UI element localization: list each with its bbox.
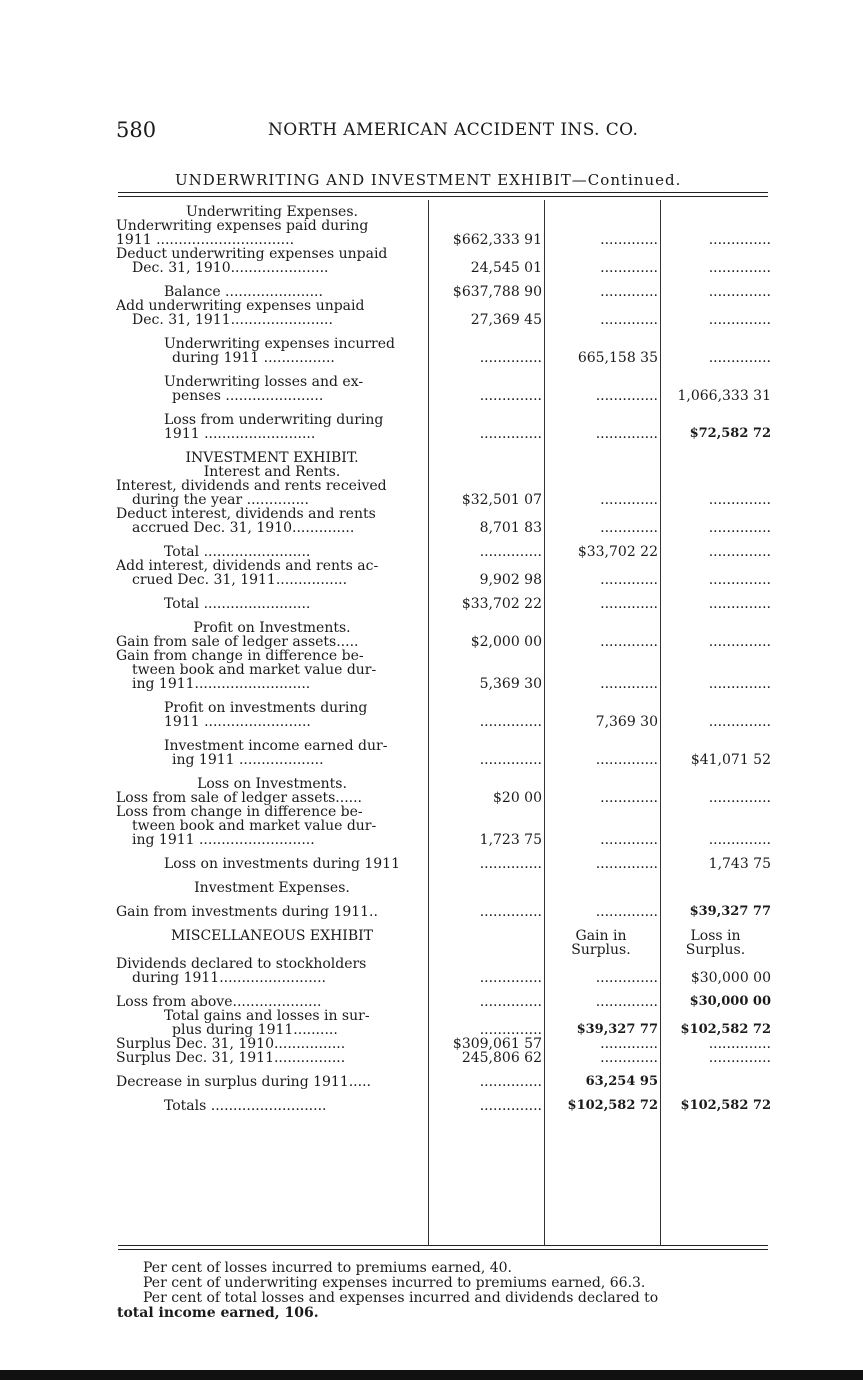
table-row	[116, 715, 773, 729]
table-row	[116, 791, 773, 805]
row-label: Gain from investments during 1911..	[116, 905, 378, 919]
table-row	[116, 313, 773, 327]
amount-cell-3: $39,327 77	[689, 905, 771, 919]
row-label: crued Dec. 31, 1911................	[132, 573, 348, 587]
table-row	[116, 739, 773, 753]
table-row	[116, 559, 773, 573]
row-label: penses ......................	[172, 389, 324, 403]
table-row	[116, 493, 773, 507]
row-label: during 1911........................	[132, 971, 327, 985]
footer-line: total income earned, 106.	[117, 1305, 319, 1321]
table-row	[116, 427, 773, 441]
row-label: Dec. 31, 1911.......................	[132, 313, 333, 327]
table-row	[116, 881, 773, 895]
amount-cell-2: .............	[600, 791, 658, 805]
amount-cell-1: ..............	[479, 971, 542, 985]
amount-cell-3: ..............	[708, 493, 771, 507]
table-row	[116, 621, 773, 635]
amount-cell-3: ..............	[708, 261, 771, 275]
amount-cell-2: .............	[600, 573, 658, 587]
company-name: NORTH AMERICAN ACCIDENT INS. CO.	[268, 120, 639, 140]
table-row	[116, 545, 773, 559]
amount-cell-3: ..............	[708, 597, 771, 611]
table-row	[116, 905, 773, 919]
row-label: Loss from change in difference be-	[116, 805, 363, 819]
amount-cell-2: $39,327 77	[576, 1023, 658, 1037]
row-label: Loss on Investments.	[197, 777, 347, 791]
table-row	[116, 413, 773, 427]
table-row	[116, 943, 773, 957]
amount-cell-1: ..............	[479, 1023, 542, 1037]
amount-cell-1: 245,806 62	[461, 1051, 542, 1065]
row-label: Add interest, dividends and rents ac-	[116, 559, 379, 573]
row-spacer	[116, 691, 773, 701]
amount-cell-3: ..............	[708, 1051, 771, 1065]
table-row	[116, 1075, 773, 1089]
row-label: ing 1911 ..........................	[132, 833, 315, 847]
table-row	[116, 507, 773, 521]
row-label: plus during 1911..........	[172, 1023, 338, 1037]
table-row	[116, 285, 773, 299]
table-row	[116, 649, 773, 663]
table-row	[116, 635, 773, 649]
table-row	[116, 479, 773, 493]
amount-cell-1: ..............	[479, 1075, 542, 1089]
amount-cell-3: 1,066,333 31	[677, 389, 771, 403]
row-label: Underwriting Expenses.	[186, 205, 358, 219]
amount-cell-3: $41,071 52	[690, 753, 771, 767]
amount-cell-3: ..............	[708, 677, 771, 691]
table-row	[116, 299, 773, 313]
amount-cell-2: .............	[600, 1037, 658, 1051]
amount-cell-2: .............	[600, 677, 658, 691]
amount-cell-3: ..............	[708, 573, 771, 587]
amount-cell-2: .............	[600, 635, 658, 649]
table-row	[116, 753, 773, 767]
table-row	[116, 1051, 773, 1065]
row-label: MISCELLANEOUS EXHIBIT	[171, 929, 373, 943]
footer-notes	[117, 1260, 783, 1321]
table-row	[116, 389, 773, 403]
amount-cell-3: $72,582 72	[689, 427, 771, 441]
amount-cell-1: $2,000 00	[470, 635, 542, 649]
amount-cell-1: 9,902 98	[479, 573, 542, 587]
amount-cell-2: .............	[600, 285, 658, 299]
row-spacer	[116, 1089, 773, 1099]
row-label: INVESTMENT EXHIBIT.	[185, 451, 359, 465]
row-spacer	[116, 535, 773, 545]
table-row	[116, 819, 773, 833]
amount-cell-2: .............	[600, 233, 658, 247]
row-spacer	[116, 275, 773, 285]
row-spacer	[116, 985, 773, 995]
row-label: Underwriting expenses paid during	[116, 219, 369, 233]
amount-cell-3: Surplus.	[685, 943, 746, 957]
row-label: Loss from sale of ledger assets......	[116, 791, 363, 805]
table-row	[116, 957, 773, 971]
amount-cell-2: .............	[600, 521, 658, 535]
amount-cell-3: ..............	[708, 545, 771, 559]
table-row	[116, 247, 773, 261]
table-row	[116, 805, 773, 819]
table-row	[116, 929, 773, 943]
amount-cell-2: .............	[600, 1051, 658, 1065]
row-label: Surplus Dec. 31, 1910................	[116, 1037, 346, 1051]
row-spacer	[116, 1065, 773, 1075]
footer-line: Per cent of losses incurred to premiums earned, 40.	[143, 1260, 513, 1276]
row-label: Gain from sale of ledger assets.....	[116, 635, 359, 649]
table-row	[116, 219, 773, 233]
amount-cell-2: ..............	[595, 389, 658, 403]
amount-cell-1: $637,788 90	[452, 285, 542, 299]
amount-cell-2: 665,158 35	[577, 351, 658, 365]
table-row	[116, 261, 773, 275]
row-label: Profit on investments during	[164, 701, 368, 715]
amount-cell-1: ..............	[479, 995, 542, 1009]
table-row	[116, 451, 773, 465]
amount-cell-2: 63,254 95	[585, 1075, 658, 1089]
amount-cell-2: $102,582 72	[567, 1099, 658, 1113]
table-row	[116, 1037, 773, 1051]
amount-cell-3: ..............	[708, 351, 771, 365]
amount-cell-1: ..............	[479, 857, 542, 871]
table-row	[116, 971, 773, 985]
row-label: Dividends declared to stockholders	[116, 957, 367, 971]
footer-line: Per cent of underwriting expenses incurred to premiums earned, 66.3.	[143, 1275, 646, 1291]
amount-cell-2: .............	[600, 493, 658, 507]
row-label: 1911 ........................	[164, 715, 311, 729]
row-label: Deduct interest, dividends and rents	[116, 507, 376, 521]
amount-cell-1: $32,501 07	[461, 493, 542, 507]
amount-cell-2: $33,702 22	[577, 545, 658, 559]
row-label: ing 1911..........................	[132, 677, 311, 691]
table-row	[116, 205, 773, 219]
table-row	[116, 337, 773, 351]
table-row	[116, 1009, 773, 1023]
table-row	[116, 701, 773, 715]
row-label: 1911 ...............................	[116, 233, 295, 247]
amount-cell-1: $662,333 91	[452, 233, 542, 247]
table-row	[116, 833, 773, 847]
row-label: Interest and Rents.	[203, 465, 341, 479]
row-label: Underwriting expenses incurred	[164, 337, 395, 351]
amount-cell-3: Loss in	[690, 929, 741, 943]
amount-cell-2: .............	[600, 833, 658, 847]
amount-cell-1: ..............	[479, 545, 542, 559]
row-label: Investment income earned dur-	[164, 739, 388, 753]
bottom-double-rule	[118, 1245, 768, 1250]
table-row	[116, 677, 773, 691]
amount-cell-2: ..............	[595, 427, 658, 441]
table-row	[116, 375, 773, 389]
table-row	[116, 465, 773, 479]
table-row	[116, 777, 773, 791]
amount-cell-3: $30,000 00	[689, 995, 771, 1009]
row-label: Balance ......................	[164, 285, 323, 299]
row-spacer	[116, 587, 773, 597]
row-label: ing 1911 ...................	[172, 753, 324, 767]
amount-cell-1: 1,723 75	[479, 833, 542, 847]
table-row	[116, 663, 773, 677]
amount-cell-1: ..............	[479, 715, 542, 729]
row-label: Deduct underwriting expenses unpaid	[116, 247, 388, 261]
amount-cell-2: ..............	[595, 753, 658, 767]
amount-cell-2: ..............	[595, 995, 658, 1009]
row-spacer	[116, 767, 773, 777]
row-spacer	[116, 895, 773, 905]
amount-cell-1: ..............	[479, 427, 542, 441]
amount-cell-2: Surplus.	[571, 943, 631, 957]
row-label: Total ........................	[164, 545, 311, 559]
table-row	[116, 521, 773, 535]
row-label: Loss on investments during 1911	[164, 857, 400, 871]
amount-cell-1: ..............	[479, 389, 542, 403]
amount-cell-1: ..............	[479, 905, 542, 919]
amount-cell-3: ..............	[708, 521, 771, 535]
row-label: Underwriting losses and ex-	[164, 375, 364, 389]
amount-cell-1: $20 00	[493, 791, 542, 805]
amount-cell-1: $309,061 57	[452, 1037, 542, 1051]
row-label: tween book and market value dur-	[132, 819, 377, 833]
row-label: Investment Expenses.	[194, 881, 350, 895]
amount-cell-3: ..............	[708, 635, 771, 649]
row-spacer	[116, 441, 773, 451]
amount-cell-2: ..............	[595, 905, 658, 919]
row-label: during 1911 ................	[172, 351, 335, 365]
amount-cell-2: 7,369 30	[595, 715, 658, 729]
row-label: accrued Dec. 31, 1910..............	[132, 521, 355, 535]
amount-cell-1: ..............	[479, 1099, 542, 1113]
row-label: Decrease in surplus during 1911.....	[116, 1075, 371, 1089]
page-number: 580	[116, 118, 157, 142]
amount-cell-3: ..............	[708, 833, 771, 847]
row-spacer	[116, 847, 773, 857]
table-row	[116, 1099, 773, 1113]
footer-line: Per cent of total losses and expenses incurred and dividends declared to	[143, 1290, 659, 1306]
amount-cell-1: 27,369 45	[470, 313, 542, 327]
amount-cell-1: ..............	[479, 753, 542, 767]
amount-cell-1: ..............	[479, 351, 542, 365]
table-row	[116, 857, 773, 871]
amount-cell-3: $30,000 00	[690, 971, 771, 985]
row-spacer	[116, 919, 773, 929]
amount-cell-1: 24,545 01	[470, 261, 542, 275]
row-label: during the year ..............	[132, 493, 309, 507]
amount-cell-2: .............	[600, 597, 658, 611]
amount-cell-3: ..............	[708, 715, 771, 729]
amount-cell-3: ..............	[708, 1037, 771, 1051]
table-row	[116, 573, 773, 587]
amount-cell-2: ..............	[595, 857, 658, 871]
row-label: Loss from above....................	[116, 995, 322, 1009]
row-label: Gain from change in difference be-	[116, 649, 364, 663]
row-label: Total gains and losses in sur-	[164, 1009, 370, 1023]
exhibit-title: UNDERWRITING AND INVESTMENT EXHIBIT—Continued.	[175, 171, 682, 189]
row-label: Total ........................	[164, 597, 311, 611]
row-label: 1911 .........................	[164, 427, 316, 441]
row-label: Add underwriting expenses unpaid	[116, 299, 365, 313]
amount-cell-1: 5,369 30	[479, 677, 542, 691]
row-label: tween book and market value dur-	[132, 663, 377, 677]
amount-cell-3: 1,743 75	[708, 857, 771, 871]
row-spacer	[116, 729, 773, 739]
amount-cell-2: .............	[600, 261, 658, 275]
amount-cell-3: ..............	[708, 313, 771, 327]
amount-cell-2: ..............	[595, 971, 658, 985]
amount-cell-1: 8,701 83	[479, 521, 542, 535]
table-row	[116, 597, 773, 611]
row-label: Dec. 31, 1910......................	[132, 261, 329, 275]
row-label: Surplus Dec. 31, 1911................	[116, 1051, 346, 1065]
amount-cell-3: ..............	[708, 285, 771, 299]
amount-cell-3: $102,582 72	[680, 1023, 771, 1037]
table-row	[116, 351, 773, 365]
amount-cell-1: $33,702 22	[461, 597, 542, 611]
row-spacer	[116, 327, 773, 337]
table-row	[116, 233, 773, 247]
top-double-rule	[118, 192, 768, 197]
row-label: Loss from underwriting during	[164, 413, 384, 427]
amount-cell-3: ..............	[708, 233, 771, 247]
row-spacer	[116, 871, 773, 881]
amount-cell-2: .............	[600, 313, 658, 327]
row-spacer	[116, 611, 773, 621]
row-spacer	[116, 365, 773, 375]
exhibit-table	[116, 205, 773, 1113]
row-label: Totals ..........................	[164, 1099, 327, 1113]
amount-cell-3: $102,582 72	[680, 1099, 771, 1113]
amount-cell-2: Gain in	[575, 929, 627, 943]
row-label: Interest, dividends and rents received	[116, 479, 387, 493]
table-row	[116, 1023, 773, 1037]
bottom-bar	[0, 1370, 863, 1380]
row-spacer	[116, 403, 773, 413]
row-label: Profit on Investments.	[193, 621, 351, 635]
amount-cell-3: ..............	[708, 791, 771, 805]
table-row	[116, 995, 773, 1009]
